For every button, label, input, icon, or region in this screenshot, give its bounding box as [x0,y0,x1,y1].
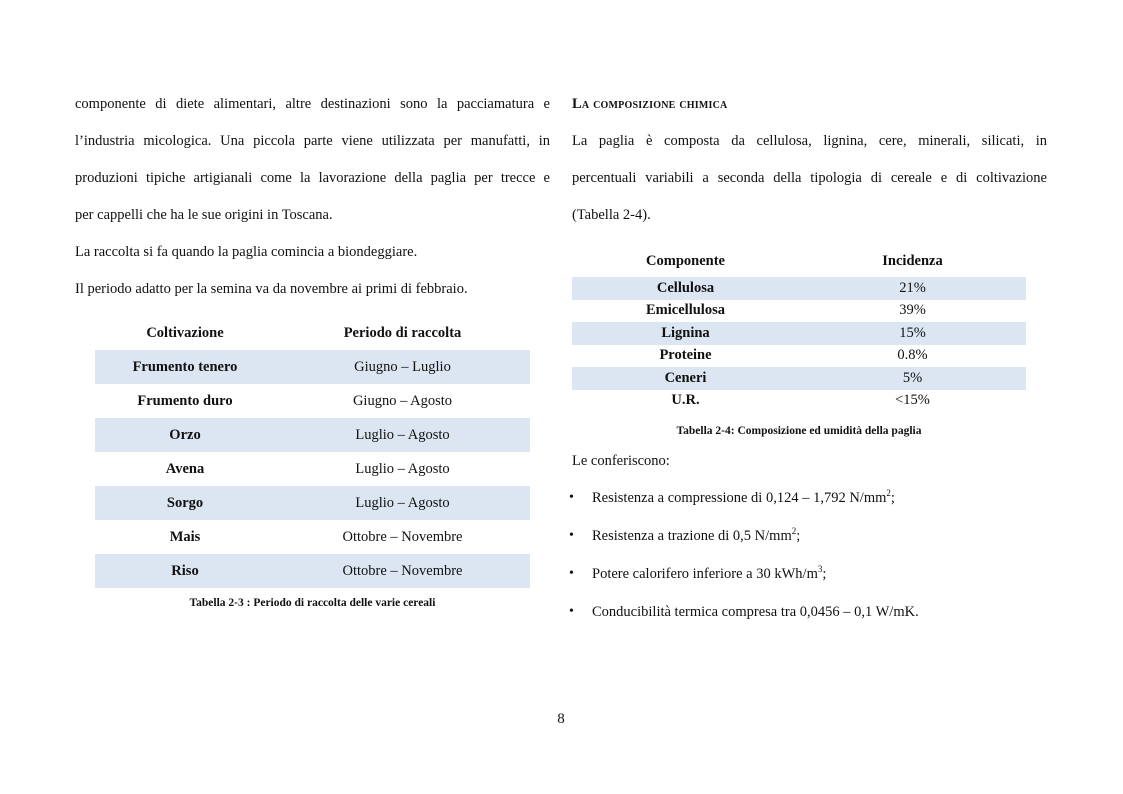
table-cell: 15% [799,322,1026,345]
table-cell: Giugno – Luglio [275,350,530,384]
table-caption: Tabella 2-3 : Periodo di raccolta delle varie cereali [189,597,436,609]
table-row [95,418,530,452]
table-header: Incidenza [882,252,943,269]
table-row [572,345,1026,368]
composition-table [572,245,1026,412]
table-caption: Tabella 2-4: Composizione ed umidità della paglia [676,425,922,437]
body-line: produzioni tipiche artigianali come la lavorazione della paglia per trecce e [75,170,550,186]
body-line: (Tabella 2-4). [572,207,651,223]
table-cell: Frumento tenero [95,350,275,384]
superscript: 3 [817,564,823,574]
bullet-icon: • [569,490,574,505]
table-row [95,486,530,520]
table-cell: Mais [169,528,201,545]
table-cell: Sorgo [95,486,275,520]
body-line: per cappelli che ha le sue origini in Toscana. [75,207,333,223]
table-cell: Avena [165,460,205,477]
bullet-icon: • [569,528,574,543]
table-cell: Ceneri [572,367,799,390]
list-item [569,517,919,555]
table-header: Periodo di raccolta [343,324,462,341]
table-cell: <15% [895,392,930,409]
list-item-text: Potere calorifero inferiore a 30 kWh/m [592,566,818,582]
body-line: percentuali variabili a seconda della tipologia di cereale e di coltivazione [572,170,1047,186]
table-cell: 21% [799,277,1026,300]
body-paragraph: La raccolta si fa quando la paglia comincia a biondeggiare. [75,244,418,260]
left-column [75,86,550,609]
list-item [569,555,919,593]
table-cell: Emicellulosa [646,302,725,319]
superscript: 2 [791,526,797,536]
table-row [95,520,530,554]
list-item [569,593,919,631]
table-cell: Lignina [572,322,799,345]
table-row [572,390,1026,413]
list-item-suffix: ; [822,566,827,582]
table-row [572,367,1026,390]
table-header: Componente [646,252,725,269]
superscript: 2 [886,488,891,498]
table-row [572,277,1026,300]
list-item-suffix: ; [796,528,801,544]
body-line: l’industria micologica. Una piccola parte viene utilizzata per manufatti, in [75,133,550,149]
table-cell: Orzo [95,418,275,452]
bullet-icon: • [569,604,574,619]
table-row [95,452,530,486]
list-item-suffix: ; [890,490,895,506]
list-item-text: Conducibilità termica compresa tra 0,0456 – 0,1 W/mK. [592,604,919,620]
table-row [572,322,1026,345]
properties-list [569,479,919,631]
harvest-period-table [95,316,530,588]
right-column [569,86,1047,620]
table-cell: Cellulosa [572,277,799,300]
table-cell: U.R. [671,392,700,409]
table-cell: Frumento duro [137,392,233,409]
table-cell: Luglio – Agosto [275,486,530,520]
list-intro: Le conferiscono: [572,453,670,469]
table-cell: 0.8% [897,347,928,364]
table-cell: 5% [799,367,1026,390]
page-number: 8 [557,711,565,727]
body-paragraph: Il periodo adatto per la semina va da novembre ai primi di febbraio. [75,281,468,297]
table-cell: Riso [95,554,275,588]
table-row [95,384,530,418]
table-cell: Luglio – Agosto [275,418,530,452]
table-row [95,350,530,384]
body-line: La paglia è composta da cellulosa, lignina, cere, minerali, silicati, in [572,133,1047,149]
table-cell: 39% [899,302,926,319]
table-cell: Luglio – Agosto [355,460,450,477]
table-row [572,300,1026,323]
table-cell: Proteine [659,347,712,364]
section-heading: La composizione chimica [572,96,728,112]
list-item-text: Resistenza a trazione di 0,5 N/mm [592,528,792,544]
table-cell: Ottobre – Novembre [342,528,463,545]
table-cell: Ottobre – Novembre [275,554,530,588]
bullet-icon: • [569,566,574,581]
table-cell: Giugno – Agosto [352,392,453,409]
body-line: componente di diete alimentari, altre destinazioni sono la pacciamatura e [75,96,550,112]
list-item [569,479,919,517]
list-item-text: Resistenza a compressione di 0,124 – 1,792 N/mm [592,490,887,506]
table-header: Coltivazione [146,324,224,341]
table-row [95,554,530,588]
